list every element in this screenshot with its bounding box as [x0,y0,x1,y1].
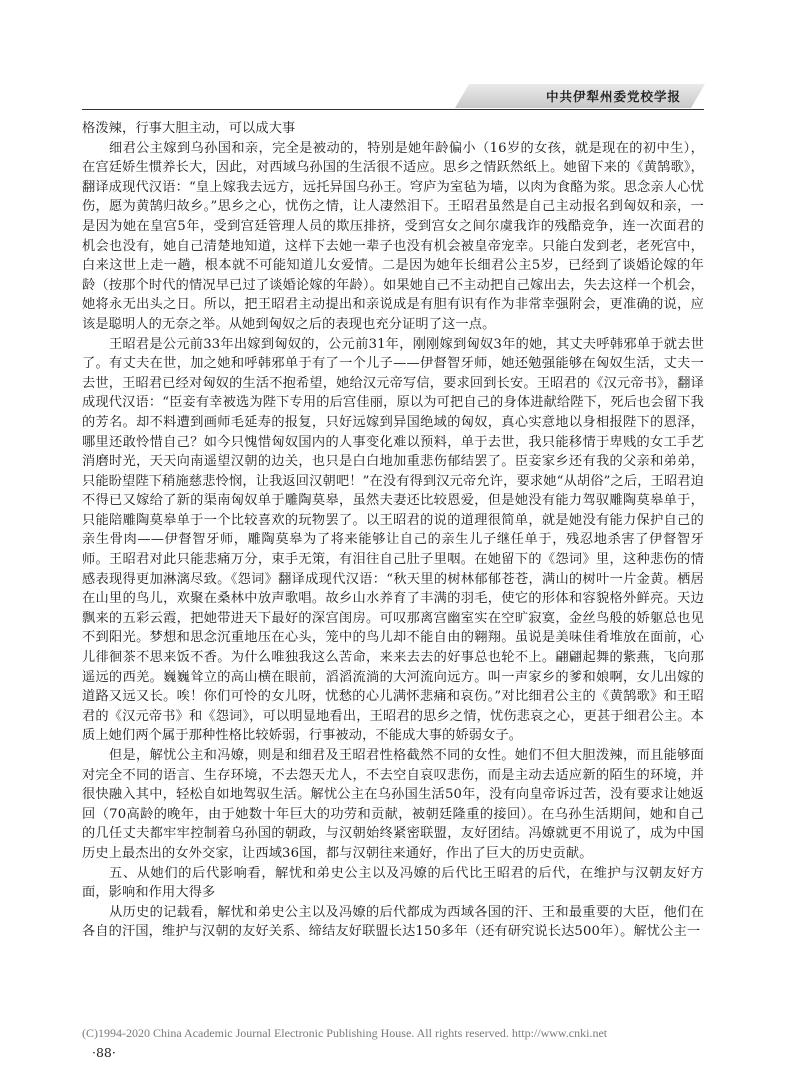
article-body [82,119,704,942]
journal-title: 中共伊犁州委党校学报 [545,89,681,104]
paragraph-continuation: 格泼辣，行事大胆主动，可以成大事 [82,121,296,136]
section-heading-5: 五、从她们的后代影响看，解忧和弟史公主以及冯嫽的后代比王昭君的后代，在维护与汉朝友好方面，影响和作用大得多 [82,865,704,901]
journal-header-band [455,84,705,108]
paragraph-descendants: 从历史的记载看，解忧和弟史公主以及冯嫽的后代都成为西域各国的汗、王和最重要的大臣，他们在各自的汗国，维护与汉朝的友好关系、缔结友好联盟长达150多年（还有研究说长达500年）。解忧公主一 [82,904,704,940]
paragraph-wangzhaojun: 王昭君是公元前33年出嫁到匈奴的，公元前31年，刚刚嫁到匈奴3年的她，其丈夫呼韩邪单于就去世了。有丈夫在世，加之她和呼韩邪单于有了一个儿子——伊督智牙师，她还勉强能够在匈奴生活，丈夫一去世，王昭君已经对匈奴的生活不抱希望，她给汉元帝写信，要求回到长安。王昭君的《汉元帝书》，翻译成现代汉语：“臣妾有幸被选为陛下专用的后宫佳丽，原以为可把自己的身体进献给陛下，死后也会留下我的芳名。却不料遭到画师毛延寿的报复，只好远嫁到异国绝域的匈奴，真心实意地以身相报陛下的恩泽，哪里还敢怜惜自己？如今只愧惜匈奴国内的人事变化难以预料，单于去世，我只能移情于卑贱的女工手艺消磨时光，天天向南遥望汉朝的边关，也只是白白地加重悲伤郁结罢了。臣妾家乡还有我的父亲和弟弟，只能盼望陛下稍施慈悲怜悯，让我返回汉朝吧！”在没有得到汉元帝允许，要求她“从胡俗”之后，王昭君迫不得已又嫁给了新的渠南匈奴单于雕陶莫皋，虽然夫妻还比较恩爱，但是她没有能力驾驭雕陶莫皋单于，只能陪雕陶莫皋单于一个比较喜欢的玩物罢了。以王昭君的说的道理很简单，就是她没有能力保护自己的亲生骨肉——伊督智牙师，雕陶莫皋为了将来能够让自己的亲生儿子继任单于，残忍地杀害了伊督智牙师。王昭君对此只能悲痛万分，束手无策，有泪往自己肚子里咽。在她留下的《怨词》里，这种悲伤的情感表现得更加淋漓尽致。《怨词》翻译成现代汉语：“秋天里的树林郁郁苍苍，满山的树叶一片金黄。栖居在山里的鸟儿，欢聚在桑林中放声歌唱。故乡山水养育了丰满的羽毛，使它的形体和容貌格外鲜亮。天边飘来的五彩云霞，把她带进天下最好的深宫闺房。可叹那离宫幽室实在空旷寂寞，金丝鸟般的娇躯总也见不到阳光。梦想和思念沉重地压在心头，笼中的鸟儿却不能自由的翱翔。虽说是美味佳肴堆放在面前，心儿徘徊茶不思来饭不香。为什么唯独我这么苦命，来来去去的好事总也轮不上。翩翩起舞的紫燕，飞向那遥远的西羌。巍巍耸立的高山横在眼前，滔滔流淌的大河流向远方。叫一声家乡的爹和娘啊，女儿出嫁的道路又远又长。唉！你们可怜的女儿呀，忧愁的心儿满怀悲痛和哀伤。”对比细君公主的《黄鹄歌》和王昭君的《汉元帝书》和《怨词》，可以明显地看出，王昭君的思乡之情，忧伤悲哀之心，更甚于细君公主。本质上她们两个属于那种性格比较娇弱，行事被动，不能成大事的娇弱女子。 [82,336,704,744]
paragraph-xijun: 细君公主嫁到乌孙国和亲，完全是被动的，特别是她年龄偏小（16岁的女孩，就是现在的初中生），在宫廷娇生惯养长大，因此，对西域乌孙国的生活很不适应。思乡之情跃然纸上。她留下来的《黄鹄歌》，翻译成现代汉语：“皇上嫁我去远方，远托异国乌孙王。穹庐为室毡为墙，以肉为食酪为浆。思念亲人心忧伤，愿为黄鹄归故乡。”思乡之心，忧伤之情，让人凄然泪下。王昭君虽然是自己主动报名到匈奴和亲，一是因为她在皇宫5年，受到宫廷管理人员的欺压排挤，受到宫女之间尔虞我诈的残酷竞争，连一次面君的机会也没有，她自己清楚地知道，这样下去她一辈子也没有机会被皇帝宠幸。只能白发到老，老死宫中，白来这世上走一趟，根本就不可能知道儿女爱情。二是因为她年长细君公主5岁，已经到了谈婚论嫁的年龄（按那个时代的情况早已过了谈婚论嫁的年龄）。如果她自己不主动把自己嫁出去，失去这样一个机会，她将永无出头之日。所以，把王昭君主动提出和亲说成是有胆有识有作为非常幸强附会，更准确的说，应该是聪明人的无奈之举。从她到匈奴之后的表现也充分证明了这一点。 [82,140,704,332]
page-number: ·88· [92,1045,116,1060]
copyright-notice: (C)1994-2020 China Academic Journal Electronic Publishing House. All rights reserved. http://www.cnki.net [82,1026,608,1040]
header-rule [82,109,704,110]
paragraph-jieyou-fengliao: 但是，解忧公主和冯嫽，则是和细君及王昭君性格截然不同的女性。她们不但大胆泼辣，而且能够面对完全不同的语言、生存环境，不去怨天尤人，不去空自哀叹悲伤，而是主动去适应新的陌生的环境，并很快融入其中，轻松自如地驾驭生活。解忧公主在乌孙国生活50年，没有向皇帝诉过苦，没有要求让她返回（70高龄的晚年，由于她数十年巨大的功劳和贡献，被朝廷隆重的接回）。在乌孙生活期间，她和自己的几任丈夫都牢牢控制着乌孙国的朝政，与汉朝始终紧密联盟，友好团结。冯嫽就更不用说了，成为中国历史上最杰出的女外交家，让西域36国，都与汉朝往来通好，作出了巨大的历史贡献。 [82,748,704,861]
